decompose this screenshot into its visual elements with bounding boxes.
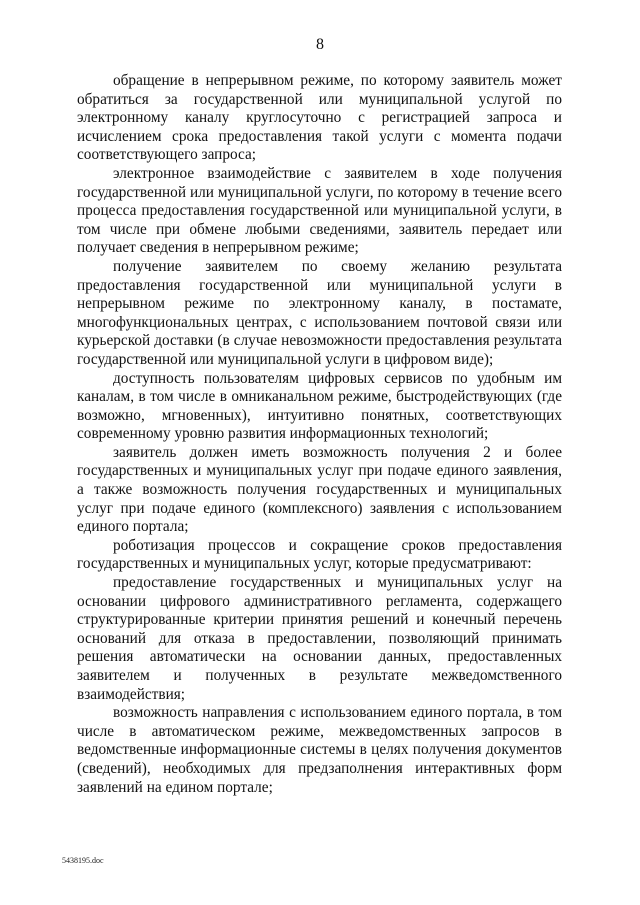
paragraph-single-application: заявитель должен иметь возможность получения 2 и более государственных и муниципальных услуг при подаче единого заявления, а также возможность получения государственных и муниципальных услуг при подаче единого (комплексного) заявления с использованием единого портала; xyxy=(77,443,562,536)
paragraph-digital-regulation: предоставление государственных и муниципальных услуг на основании цифрового административного регламента, содержащего структурированные критерии принятия решений и конечный перечень оснований для отказа в предоставлении, позволяющий принимать решения автоматически на основании данных, предоставленных заявителем и полученных в результате межведомственного взаимодействия; xyxy=(77,574,562,703)
document-body xyxy=(77,72,562,797)
paragraph-interagency-requests: возможность направления с использованием единого портала, в том числе в автоматическом режиме, межведомственных запросов в ведомственные информационные системы в целях получения документов (сведений), необходимых для предзаполнения интерактивных форм заявлений на едином портале; xyxy=(77,704,562,796)
paragraph-result-delivery: получение заявителем по своему желанию результата предоставления государственной или муниципальной услуги в непрерывном режиме по электронному каналу, в постамате, многофункциональных центрах, с использованием почтовой связи или курьерской доставки (в случае невозможности предоставления результата государственной или муниципальной услуги в цифровом виде); xyxy=(77,257,562,368)
paragraph-round-the-clock-appeal: обращение в непрерывном режиме, по которому заявитель может обратиться за государственной или муниципальной услугой по электронному каналу круглосуточно с регистрацией запроса и исчислением срока предоставления такой услуги с момента подачи соответствующего запроса; xyxy=(77,72,562,164)
paragraph-digital-services-availability: доступность пользователям цифровых сервисов по удобным им каналам, в том числе в омниканальном режиме, быстродействующих (где возможно, мгновенных), интуитивно понятных, соответствующих современному уровню развития информационных технологий; xyxy=(77,369,562,443)
paragraph-process-robotization: роботизация процессов и сокращение сроков предоставления государственных и муниципальных услуг, которые предусматривают: xyxy=(77,536,562,573)
document-filename-footer: 5438195.doc xyxy=(62,856,104,865)
paragraph-electronic-interaction: электронное взаимодействие с заявителем в ходе получения государственной или муниципальной услуги, по которому в течение всего процесса предоставления государственной или муниципальной услуги, в том числе при обмене любыми сведениями, заявитель передает или получает сведения в непрерывном режиме; xyxy=(77,164,562,257)
page-number: 8 xyxy=(316,36,324,53)
